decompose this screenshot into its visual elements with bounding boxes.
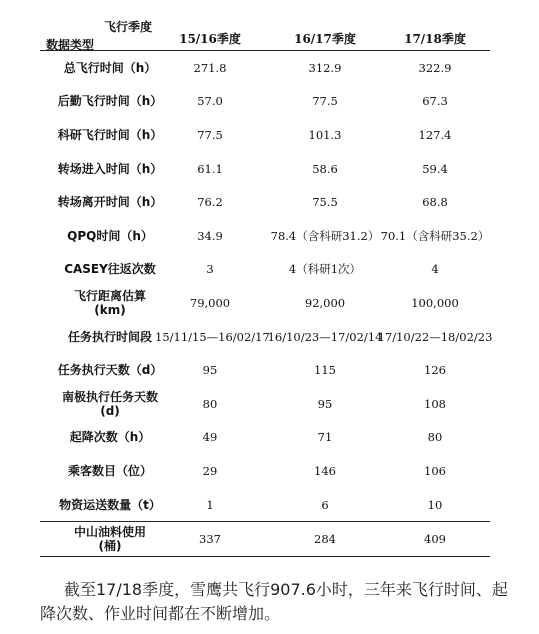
table-cell: 49 — [202, 430, 218, 445]
table-cell: 95 — [317, 396, 333, 411]
table-row — [40, 353, 490, 387]
table-row — [40, 320, 493, 354]
row-label: 任务执行时间段 — [67, 329, 152, 344]
table-cell: 6 — [321, 497, 329, 512]
table-row — [40, 387, 490, 421]
table-cell: 146 — [314, 463, 336, 478]
column-header: 17/18季度 — [404, 32, 466, 46]
table-body — [40, 51, 493, 557]
table-cell: 95 — [202, 363, 218, 378]
row-label: 起降次数（h） — [69, 430, 151, 445]
table-cell: 409 — [424, 532, 446, 547]
table-header — [40, 10, 490, 51]
row-label: 中山油料使用 (桶) — [73, 525, 146, 554]
table-row — [40, 488, 490, 522]
caption-text: 截至17/18季度，雪鹰共飞行907.6小时，三年来飞行时间、起降次数、作业时间都在不断增加。 — [40, 580, 508, 623]
table-cell: 322.9 — [418, 60, 452, 75]
table-cell: 29 — [202, 463, 218, 478]
table-row — [40, 286, 490, 320]
table-cell: 1 — [206, 497, 214, 512]
table-cell: 68.8 — [422, 195, 448, 210]
table-cell: 106 — [424, 463, 446, 478]
table-cell: 15/11/15—16/02/17 — [155, 329, 270, 344]
table-row — [40, 118, 490, 152]
table-cell: 57.0 — [197, 94, 223, 109]
table-row — [40, 85, 490, 119]
table-row — [40, 253, 490, 287]
row-label: 飞行距离估算 (km) — [73, 288, 146, 317]
table-row — [40, 185, 490, 219]
table-cell: 16/10/23—17/02/14 — [267, 329, 383, 344]
table-cell: 101.3 — [308, 127, 342, 142]
table-cell: 61.1 — [197, 161, 223, 176]
row-label: 乘客数目（位） — [67, 463, 152, 478]
table-cell: 75.5 — [312, 195, 338, 210]
table-cell: 4（科研1次） — [288, 262, 362, 277]
table-cell: 10 — [427, 497, 443, 512]
table-row — [40, 521, 490, 557]
table-cell: 337 — [199, 532, 221, 547]
table-cell: 127.4 — [418, 127, 452, 142]
table-row — [40, 152, 490, 186]
row-label: 物资运送数量（t） — [59, 497, 161, 512]
table-cell: 77.5 — [312, 94, 338, 109]
corner-header-datatype: 数据类型 — [46, 38, 95, 52]
table-cell: 108 — [424, 396, 446, 411]
table-cell: 59.4 — [422, 161, 448, 176]
table-cell: 284 — [314, 532, 336, 547]
table-cell: 34.9 — [197, 228, 223, 243]
row-label: QPQ时间（h） — [67, 228, 153, 243]
table-cell: 312.9 — [308, 60, 342, 75]
table-cell: 3 — [206, 262, 214, 277]
row-label: 南极执行任务天数 (d) — [61, 389, 158, 418]
table-cell: 76.2 — [197, 195, 223, 210]
table-cell: 80 — [427, 430, 443, 445]
table-row — [40, 421, 490, 455]
table-cell: 17/10/22—18/02/23 — [377, 329, 493, 344]
flight-stats-table — [40, 10, 493, 557]
table-cell: 79,000 — [189, 295, 231, 310]
table-cell: 71 — [317, 430, 333, 445]
row-label: 科研飞行时间（h） — [57, 127, 163, 142]
row-label: 转场进入时间（h） — [57, 161, 163, 176]
table-cell: 58.6 — [312, 161, 338, 176]
table-cell: 271.8 — [193, 60, 227, 75]
table-cell: 4 — [431, 262, 439, 277]
column-header: 16/17季度 — [294, 32, 356, 46]
table-cell: 92,000 — [304, 295, 346, 310]
row-label: CASEY往返次数 — [64, 262, 156, 277]
row-label: 任务执行天数（d） — [57, 363, 163, 378]
column-header: 15/16季度 — [179, 32, 241, 46]
table-row — [40, 51, 490, 85]
row-label: 总飞行时间（h） — [63, 60, 157, 75]
row-label: 后勤飞行时间（h） — [57, 94, 163, 109]
table-cell: 100,000 — [411, 295, 459, 310]
table-row — [40, 219, 490, 253]
row-label: 转场离开时间（h） — [57, 195, 163, 210]
table-cell: 77.5 — [197, 127, 223, 142]
table-cell: 78.4（含科研31.2） — [270, 228, 380, 243]
table-cell: 126 — [424, 363, 446, 378]
table-cell: 67.3 — [422, 94, 448, 109]
table-cell: 80 — [202, 396, 218, 411]
table-row — [40, 454, 490, 488]
table-cell: 115 — [314, 363, 336, 378]
table-cell: 70.1（含科研35.2） — [380, 228, 490, 243]
corner-header-season: 飞行季度 — [104, 20, 153, 34]
